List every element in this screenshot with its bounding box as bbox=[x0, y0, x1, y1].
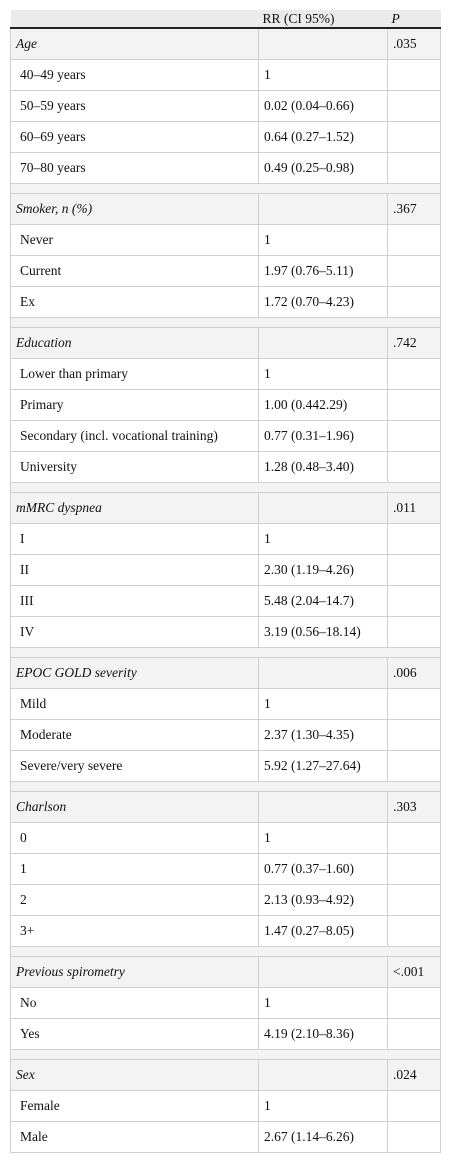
group-p-value: .035 bbox=[388, 28, 441, 60]
rr-ci-value: 1 bbox=[259, 1091, 388, 1122]
header-row bbox=[11, 10, 441, 28]
table-row bbox=[11, 421, 441, 452]
table-row bbox=[11, 225, 441, 256]
category-label: Secondary (incl. vocational training) bbox=[11, 421, 259, 452]
rr-ci-value: 1 bbox=[259, 988, 388, 1019]
row-p-empty bbox=[388, 452, 441, 483]
rr-ci-value: 1 bbox=[259, 524, 388, 555]
table-row bbox=[11, 524, 441, 555]
group-header-row bbox=[11, 957, 441, 988]
rr-ci-value: 4.19 (2.10–8.36) bbox=[259, 1019, 388, 1050]
rr-ci-value: 2.37 (1.30–4.35) bbox=[259, 720, 388, 751]
category-label: II bbox=[11, 555, 259, 586]
rr-ci-value: 1.28 (0.48–3.40) bbox=[259, 452, 388, 483]
row-p-empty bbox=[388, 153, 441, 184]
rr-ci-value: 1.47 (0.27–8.05) bbox=[259, 916, 388, 947]
table-row bbox=[11, 122, 441, 153]
table-row bbox=[11, 823, 441, 854]
row-p-empty bbox=[388, 751, 441, 782]
table-row bbox=[11, 1019, 441, 1050]
group-p-value: <.001 bbox=[388, 957, 441, 988]
category-label: IV bbox=[11, 617, 259, 648]
row-p-empty bbox=[388, 256, 441, 287]
rr-ci-value: 1.00 (0.442.29) bbox=[259, 390, 388, 421]
rr-ci-value: 0.49 (0.25–0.98) bbox=[259, 153, 388, 184]
group-header-row bbox=[11, 28, 441, 60]
group-rr-empty bbox=[259, 28, 388, 60]
category-label: Primary bbox=[11, 390, 259, 421]
spacer-cell bbox=[11, 947, 441, 957]
header-variable bbox=[11, 10, 259, 28]
table-row bbox=[11, 689, 441, 720]
spacer-cell bbox=[11, 1050, 441, 1060]
category-label: 1 bbox=[11, 854, 259, 885]
group-label: Charlson bbox=[11, 792, 259, 823]
category-label: Current bbox=[11, 256, 259, 287]
row-p-empty bbox=[388, 60, 441, 91]
table-row bbox=[11, 555, 441, 586]
spacer-cell bbox=[11, 782, 441, 792]
group-rr-empty bbox=[259, 1060, 388, 1091]
table-row bbox=[11, 751, 441, 782]
group-header-row bbox=[11, 792, 441, 823]
table-row bbox=[11, 586, 441, 617]
row-p-empty bbox=[388, 916, 441, 947]
group-label: mMRC dyspnea bbox=[11, 493, 259, 524]
row-p-empty bbox=[388, 885, 441, 916]
table-row bbox=[11, 885, 441, 916]
rr-ci-value: 0.64 (0.27–1.52) bbox=[259, 122, 388, 153]
group-label: Sex bbox=[11, 1060, 259, 1091]
table-row bbox=[11, 617, 441, 648]
row-p-empty bbox=[388, 823, 441, 854]
group-p-value: .011 bbox=[388, 493, 441, 524]
rr-ci-value: 2.13 (0.93–4.92) bbox=[259, 885, 388, 916]
row-p-empty bbox=[388, 555, 441, 586]
category-label: 3+ bbox=[11, 916, 259, 947]
group-p-value: .742 bbox=[388, 328, 441, 359]
table-row bbox=[11, 452, 441, 483]
category-label: No bbox=[11, 988, 259, 1019]
rr-ci-value: 2.67 (1.14–6.26) bbox=[259, 1122, 388, 1153]
table-row bbox=[11, 153, 441, 184]
row-p-empty bbox=[388, 1122, 441, 1153]
group-spacer bbox=[11, 1050, 441, 1060]
row-p-empty bbox=[388, 689, 441, 720]
row-p-empty bbox=[388, 91, 441, 122]
category-label: Moderate bbox=[11, 720, 259, 751]
group-label: Age bbox=[11, 28, 259, 60]
group-spacer bbox=[11, 184, 441, 194]
spacer-cell bbox=[11, 648, 441, 658]
rr-ci-value: 1 bbox=[259, 823, 388, 854]
group-spacer bbox=[11, 782, 441, 792]
row-p-empty bbox=[388, 359, 441, 390]
group-header-row bbox=[11, 328, 441, 359]
rr-ci-value: 2.30 (1.19–4.26) bbox=[259, 555, 388, 586]
table-row bbox=[11, 256, 441, 287]
group-rr-empty bbox=[259, 194, 388, 225]
rr-ci-value: 1 bbox=[259, 60, 388, 91]
category-label: 2 bbox=[11, 885, 259, 916]
table-row bbox=[11, 60, 441, 91]
group-rr-empty bbox=[259, 957, 388, 988]
group-spacer bbox=[11, 648, 441, 658]
group-p-value: .024 bbox=[388, 1060, 441, 1091]
rr-ci-value: 1 bbox=[259, 689, 388, 720]
rr-ci-value: 0.02 (0.04–0.66) bbox=[259, 91, 388, 122]
rr-ci-value: 3.19 (0.56–18.14) bbox=[259, 617, 388, 648]
group-rr-empty bbox=[259, 658, 388, 689]
group-label: Smoker, n (%) bbox=[11, 194, 259, 225]
rr-ci-value: 1.72 (0.70–4.23) bbox=[259, 287, 388, 318]
group-p-value: .367 bbox=[388, 194, 441, 225]
row-p-empty bbox=[388, 586, 441, 617]
header-p-value: P bbox=[388, 10, 441, 28]
table-row bbox=[11, 359, 441, 390]
group-spacer bbox=[11, 947, 441, 957]
table-row bbox=[11, 390, 441, 421]
row-p-empty bbox=[388, 421, 441, 452]
rr-ci-value: 1 bbox=[259, 359, 388, 390]
table-row bbox=[11, 916, 441, 947]
row-p-empty bbox=[388, 225, 441, 256]
category-label: III bbox=[11, 586, 259, 617]
group-header-row bbox=[11, 194, 441, 225]
row-p-empty bbox=[388, 1019, 441, 1050]
category-label: Lower than primary bbox=[11, 359, 259, 390]
rr-ci-value: 5.48 (2.04–14.7) bbox=[259, 586, 388, 617]
category-label: 0 bbox=[11, 823, 259, 854]
table-body bbox=[11, 28, 441, 1153]
spacer-cell bbox=[11, 483, 441, 493]
row-p-empty bbox=[388, 988, 441, 1019]
spacer-cell bbox=[11, 318, 441, 328]
row-p-empty bbox=[388, 1091, 441, 1122]
header-rr-ci: RR (CI 95%) bbox=[259, 10, 388, 28]
row-p-empty bbox=[388, 122, 441, 153]
category-label: 50–59 years bbox=[11, 91, 259, 122]
category-label: Severe/very severe bbox=[11, 751, 259, 782]
group-p-value: .303 bbox=[388, 792, 441, 823]
category-label: 60–69 years bbox=[11, 122, 259, 153]
group-spacer bbox=[11, 318, 441, 328]
table-header bbox=[11, 10, 441, 28]
rr-ci-value: 1.97 (0.76–5.11) bbox=[259, 256, 388, 287]
group-rr-empty bbox=[259, 493, 388, 524]
category-label: Female bbox=[11, 1091, 259, 1122]
group-spacer bbox=[11, 483, 441, 493]
group-label: Education bbox=[11, 328, 259, 359]
category-label: Ex bbox=[11, 287, 259, 318]
category-label: Never bbox=[11, 225, 259, 256]
row-p-empty bbox=[388, 287, 441, 318]
group-rr-empty bbox=[259, 792, 388, 823]
rr-ci-value: 1 bbox=[259, 225, 388, 256]
results-table-container bbox=[10, 10, 440, 1153]
category-label: 40–49 years bbox=[11, 60, 259, 91]
table-row bbox=[11, 1122, 441, 1153]
row-p-empty bbox=[388, 390, 441, 421]
row-p-empty bbox=[388, 617, 441, 648]
category-label: Male bbox=[11, 1122, 259, 1153]
table-row bbox=[11, 720, 441, 751]
rr-ci-value: 0.77 (0.37–1.60) bbox=[259, 854, 388, 885]
group-label: EPOC GOLD severity bbox=[11, 658, 259, 689]
rr-ci-value: 5.92 (1.27–27.64) bbox=[259, 751, 388, 782]
table-row bbox=[11, 988, 441, 1019]
row-p-empty bbox=[388, 720, 441, 751]
spacer-cell bbox=[11, 184, 441, 194]
results-table bbox=[10, 10, 441, 1153]
group-p-value: .006 bbox=[388, 658, 441, 689]
group-header-row bbox=[11, 493, 441, 524]
rr-ci-value: 0.77 (0.31–1.96) bbox=[259, 421, 388, 452]
category-label: 70–80 years bbox=[11, 153, 259, 184]
table-row bbox=[11, 91, 441, 122]
category-label: Mild bbox=[11, 689, 259, 720]
group-label: Previous spirometry bbox=[11, 957, 259, 988]
category-label: Yes bbox=[11, 1019, 259, 1050]
group-header-row bbox=[11, 658, 441, 689]
group-rr-empty bbox=[259, 328, 388, 359]
table-row bbox=[11, 1091, 441, 1122]
table-row bbox=[11, 854, 441, 885]
category-label: University bbox=[11, 452, 259, 483]
row-p-empty bbox=[388, 854, 441, 885]
row-p-empty bbox=[388, 524, 441, 555]
category-label: I bbox=[11, 524, 259, 555]
table-row bbox=[11, 287, 441, 318]
group-header-row bbox=[11, 1060, 441, 1091]
